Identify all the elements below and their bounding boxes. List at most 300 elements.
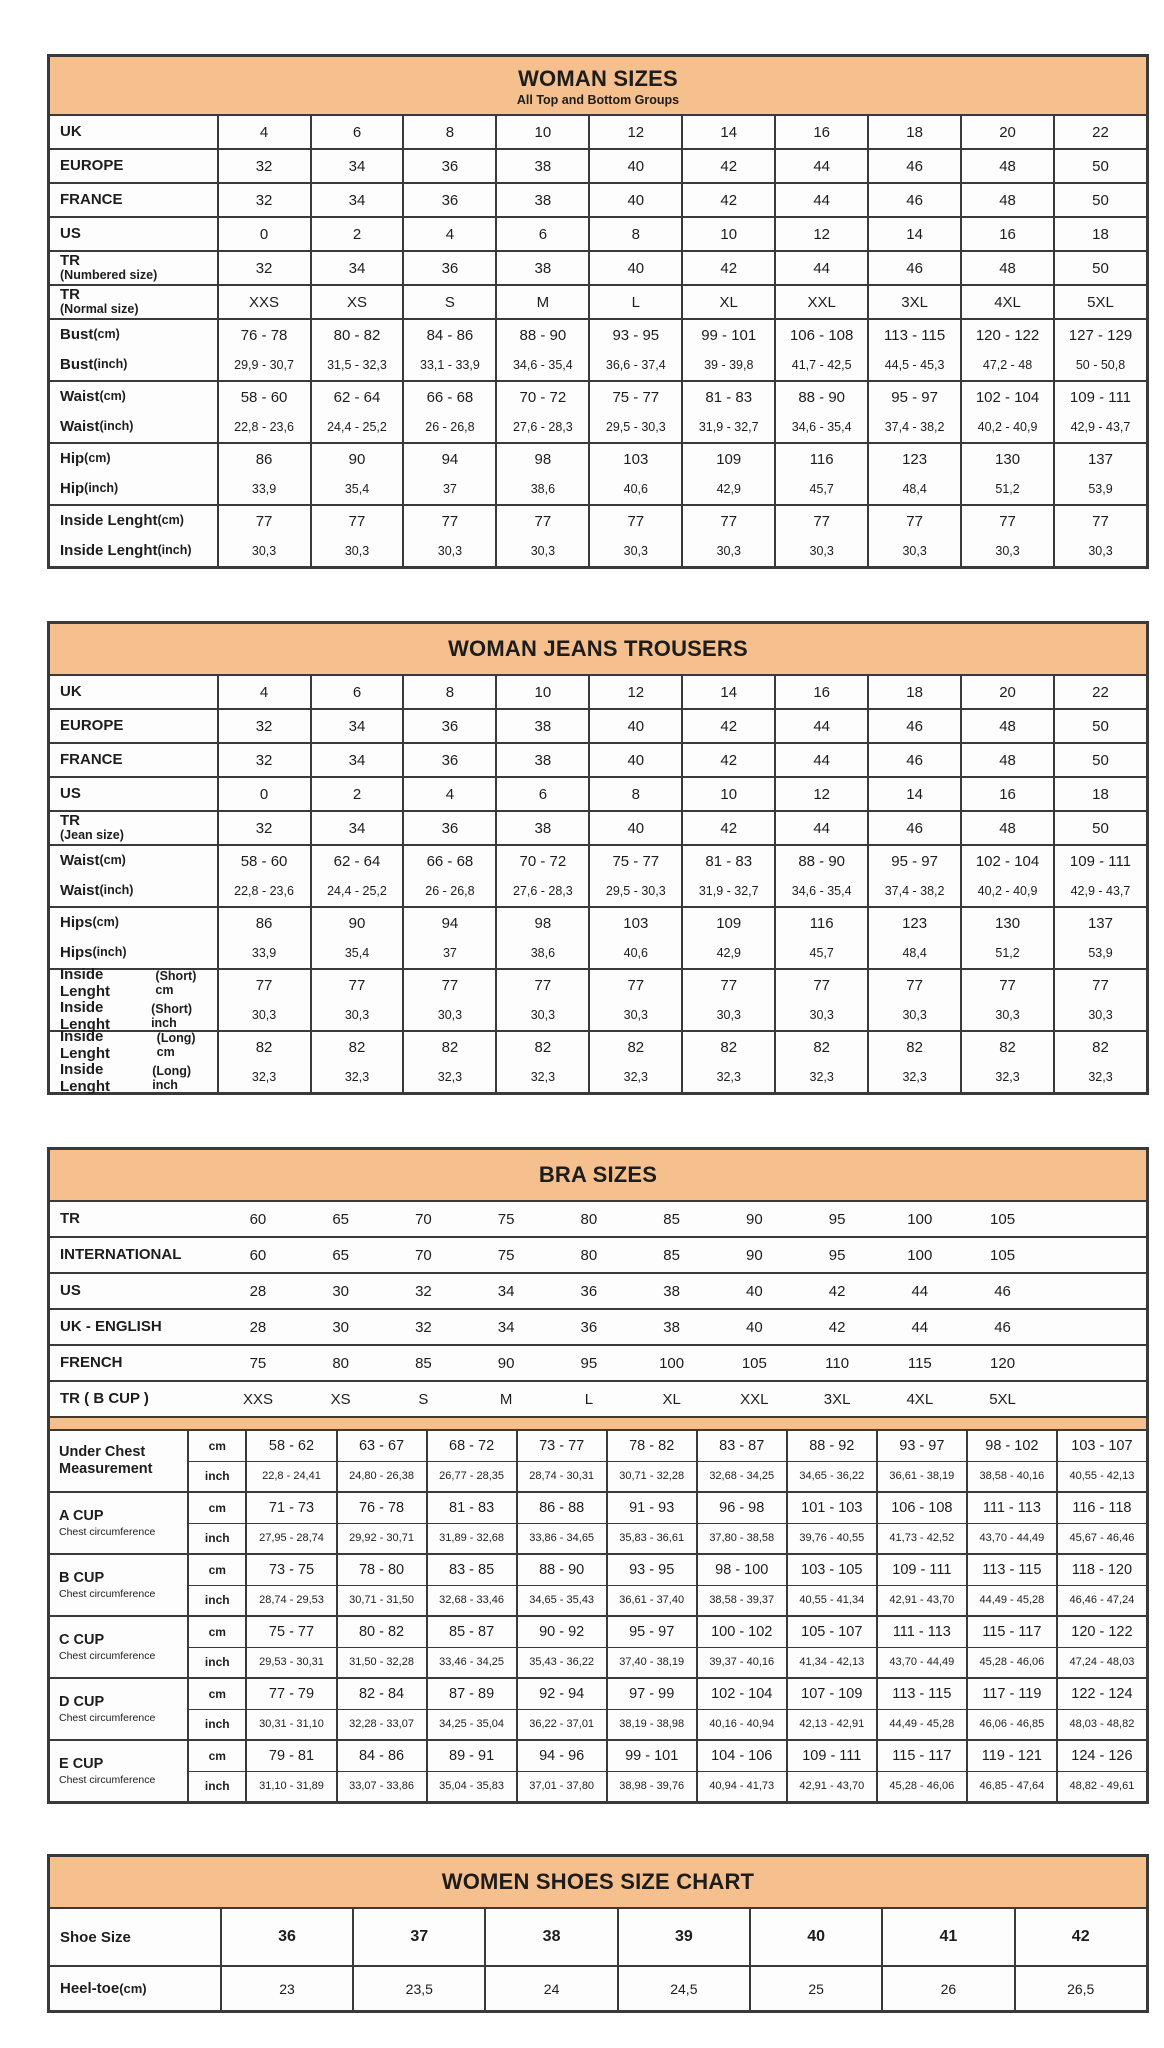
size-cell: [588, 970, 681, 1030]
size-cell: 42: [681, 812, 774, 844]
unit-label: cm: [187, 1679, 245, 1709]
size-cell: [960, 506, 1053, 566]
inch-value: 41,73 - 42,52: [876, 1524, 966, 1554]
size-cell: 42: [681, 184, 774, 216]
inch-value: 30,3: [623, 544, 648, 558]
inch-value: 35,4: [344, 482, 370, 496]
inch-value: 24,4 - 25,2: [327, 420, 387, 434]
table-subtitle: All Top and Bottom Groups: [516, 93, 680, 107]
cm-value: 82 - 84: [336, 1679, 426, 1709]
size-cell: [774, 506, 867, 566]
size-cell: 38: [495, 744, 588, 776]
cm-value: 120 - 122: [1056, 1617, 1146, 1647]
inch-value: 42,13 - 42,91: [786, 1710, 876, 1740]
woman-sizes-rows: [50, 114, 1146, 566]
size-cell: 38: [495, 252, 588, 284]
row-label-cm: Hips (cm): [60, 913, 119, 931]
size-cell: 32: [217, 744, 310, 776]
size-cell: [495, 506, 588, 566]
size-cell: 12: [774, 218, 867, 250]
size-cell: 28: [249, 1318, 267, 1336]
size-cell: [402, 846, 495, 906]
size-cell: 30: [332, 1282, 350, 1300]
table-title: BRA SIZES: [538, 1162, 658, 1187]
cm-value: 73 - 77: [516, 1431, 606, 1461]
cm-value: 66 - 68: [426, 388, 474, 406]
table-row: [50, 1965, 1146, 2010]
size-cell: 42: [1014, 1909, 1146, 1965]
size-cell: 18: [867, 116, 960, 148]
table-header: [50, 1857, 1146, 1907]
row-label-inch: Inside Lenght (inch): [60, 541, 192, 559]
size-cell: 38: [495, 150, 588, 182]
size-cell: [402, 320, 495, 380]
inch-value: 30,3: [902, 544, 927, 558]
size-cell: 40: [588, 710, 681, 742]
size-cell: [681, 908, 774, 968]
inch-value: 30,71 - 32,28: [606, 1462, 696, 1492]
size-cell: 32: [415, 1282, 432, 1300]
table-row: [50, 1491, 1146, 1553]
cm-value: 115 - 117: [876, 1741, 966, 1771]
table-header: [50, 1150, 1146, 1200]
inch-value: 48,4: [902, 946, 927, 960]
size-cell: [217, 1032, 310, 1092]
inch-value: 33,9: [251, 946, 277, 960]
row-label: [50, 966, 217, 1033]
cm-value: 103: [623, 450, 649, 468]
inch-value: 27,6 - 28,3: [512, 420, 573, 434]
size-cell: 16: [774, 676, 867, 708]
inch-value: 30,3: [344, 1008, 370, 1022]
inch-value: 29,9 - 30,7: [234, 358, 294, 372]
inch-value: 24,80 - 26,38: [336, 1462, 426, 1492]
divider-strip: [50, 1416, 1146, 1429]
inch-value: 29,53 - 30,31: [245, 1648, 335, 1678]
row-label-main: D CUP: [59, 1694, 105, 1711]
cm-line: [187, 1741, 1146, 1771]
size-cell: [588, 1032, 681, 1092]
size-cell: [867, 908, 960, 968]
cm-value: 82: [627, 1038, 645, 1056]
size-cell: 34: [497, 1318, 515, 1336]
row-label-sub: Chest circumference: [59, 1649, 156, 1662]
cm-value: 130: [995, 914, 1021, 932]
row-label: US: [60, 224, 81, 242]
size-cell: 80: [332, 1354, 350, 1372]
table-row: [50, 1200, 1146, 1236]
unit-label: cm: [187, 1493, 245, 1523]
inch-line: [187, 1461, 1146, 1492]
cm-value: 90 - 92: [516, 1617, 606, 1647]
size-cell: 8: [588, 218, 681, 250]
size-cell: 50: [1053, 812, 1146, 844]
row-label-cm: Waist (cm): [60, 851, 126, 869]
size-cell: 6: [310, 116, 403, 148]
cm-value: 93 - 95: [612, 326, 660, 344]
table-row: [50, 810, 1146, 844]
table-row: [50, 1615, 1146, 1677]
cm-value: 82: [999, 1038, 1016, 1056]
size-cell: [960, 444, 1053, 504]
inch-value: 37,4 - 38,2: [884, 884, 945, 898]
cm-value: 77: [255, 512, 273, 530]
inch-value: 38,58 - 40,16: [966, 1462, 1056, 1492]
cm-value: 97 - 99: [606, 1679, 696, 1709]
cm-value: 100 - 102: [696, 1617, 786, 1647]
size-cell: [960, 382, 1053, 442]
inch-value: 37,40 - 38,19: [606, 1648, 696, 1678]
size-cell: 46: [867, 812, 960, 844]
cm-value: 77: [441, 512, 459, 530]
inch-value: 31,50 - 32,28: [336, 1648, 426, 1678]
inch-value: 32,3: [251, 1070, 277, 1084]
row-label-inch: Hips (inch): [60, 943, 127, 961]
inch-value: 31,10 - 31,89: [245, 1772, 335, 1802]
size-cell: L: [584, 1390, 594, 1408]
size-cell: 42: [681, 744, 774, 776]
cm-value: 88 - 90: [516, 1555, 606, 1585]
size-cell: [681, 846, 774, 906]
row-label-sub: Chest circumference: [59, 1587, 156, 1600]
size-cell: 36: [402, 710, 495, 742]
size-cell: 26,5: [1014, 1967, 1146, 2010]
size-cell: 44: [774, 252, 867, 284]
size-cell: 3XL: [867, 286, 960, 318]
size-cell: 85: [663, 1246, 680, 1264]
size-cell: 48: [960, 150, 1053, 182]
row-label-sub: Chest circumference: [59, 1525, 156, 1538]
size-cell: 46: [867, 184, 960, 216]
row-label-main: C CUP: [59, 1632, 105, 1649]
cm-value: 62 - 64: [333, 388, 381, 406]
cm-value: 88 - 92: [786, 1431, 876, 1461]
size-cell: 85: [415, 1354, 432, 1372]
row-label-sub: Chest circumference: [59, 1711, 156, 1724]
cm-value: 90: [348, 450, 366, 468]
row-values: [187, 1555, 1146, 1615]
row-label: Shoe Size: [60, 1928, 131, 1946]
inch-value: 32,3: [623, 1070, 648, 1084]
cm-value: 75 - 77: [612, 388, 660, 406]
size-cell: 14: [681, 116, 774, 148]
cm-value: 96 - 98: [696, 1493, 786, 1523]
size-cell: [495, 1032, 588, 1092]
inch-value: 38,6: [530, 482, 556, 496]
inch-value: 31,9 - 32,7: [698, 420, 759, 434]
size-cell: 100: [907, 1246, 933, 1264]
size-cell: 40: [588, 252, 681, 284]
cm-value: 80 - 82: [333, 326, 381, 344]
size-cell: [960, 970, 1053, 1030]
cm-value: 58 - 60: [240, 388, 288, 406]
inch-value: 38,58 - 39,37: [696, 1586, 786, 1616]
cm-value: 99 - 101: [701, 326, 757, 344]
size-cell: 50: [1053, 744, 1146, 776]
size-cell: 65: [332, 1246, 350, 1264]
size-cell: [867, 506, 960, 566]
size-cell: [588, 846, 681, 906]
table-row: [50, 1553, 1146, 1615]
cm-value: 87 - 89: [426, 1679, 516, 1709]
cm-value: 106 - 108: [876, 1493, 966, 1523]
row-label: US: [60, 1281, 81, 1299]
size-cell: [495, 846, 588, 906]
cm-line: [187, 1431, 1146, 1461]
inch-value: 53,9: [1088, 946, 1113, 960]
inch-value: 26 - 26,8: [425, 884, 475, 898]
inch-value: 36,61 - 37,40: [606, 1586, 696, 1616]
inch-value: 46,46 - 47,24: [1056, 1586, 1146, 1616]
spacer: [1044, 1346, 1146, 1380]
table-title: WOMEN SHOES SIZE CHART: [441, 1869, 755, 1894]
inch-value: 30,3: [344, 544, 370, 558]
size-cell: [402, 970, 495, 1030]
inch-value: 35,83 - 36,61: [606, 1524, 696, 1554]
inch-value: 42,9 - 43,7: [1070, 884, 1131, 898]
table-row: [50, 1907, 1146, 1965]
cm-value: 71 - 73: [245, 1493, 335, 1523]
cm-value: 98 - 100: [696, 1555, 786, 1585]
inch-value: 40,16 - 40,94: [696, 1710, 786, 1740]
size-cell: [867, 444, 960, 504]
inch-value: 41,7 - 42,5: [791, 358, 852, 372]
size-cell: [774, 970, 867, 1030]
inch-value: 31,5 - 32,3: [327, 358, 387, 372]
inch-value: 30,3: [437, 1008, 463, 1022]
table-row: [50, 674, 1146, 708]
size-cell: 10: [495, 116, 588, 148]
cm-value: 81 - 83: [705, 388, 753, 406]
bra-conversion-rows: [50, 1200, 1146, 1416]
size-cell: 44: [774, 184, 867, 216]
size-cell: [774, 846, 867, 906]
size-cell: [217, 970, 310, 1030]
size-cell: 105: [741, 1354, 767, 1372]
cm-value: 76 - 78: [240, 326, 288, 344]
size-cell: 24: [484, 1967, 616, 2010]
table-row: [50, 1380, 1146, 1416]
table-row: [50, 1308, 1146, 1344]
inch-value: 32,68 - 34,25: [696, 1462, 786, 1492]
cm-value: 91 - 93: [606, 1493, 696, 1523]
inch-value: 30,3: [251, 544, 277, 558]
cm-value: 77: [627, 976, 645, 994]
size-cell: XXL: [774, 286, 867, 318]
size-cell: 8: [402, 676, 495, 708]
size-cell: 44: [911, 1318, 929, 1336]
row-label-main: E CUP: [59, 1756, 104, 1773]
row-label: TR (Jean size): [60, 811, 124, 843]
size-cell: 12: [588, 676, 681, 708]
size-cell: 25: [749, 1967, 881, 2010]
cm-value: 95 - 97: [891, 852, 938, 870]
cm-value: 82: [813, 1038, 831, 1056]
cm-value: 93 - 97: [876, 1431, 966, 1461]
row-label: [50, 1431, 187, 1491]
row-label: TR (Numbered size): [60, 251, 158, 283]
size-cell: 23: [220, 1967, 352, 2010]
shoes-rows: [50, 1907, 1146, 2010]
size-cell: 20: [960, 676, 1053, 708]
inch-value: 30,3: [716, 544, 741, 558]
size-cell: 38: [663, 1282, 680, 1300]
inch-value: 36,22 - 37,01: [516, 1710, 606, 1740]
bra-measurement-rows: [50, 1429, 1146, 1801]
size-cell: 50: [1053, 252, 1146, 284]
size-cell: [1053, 506, 1146, 566]
unit-label: cm: [187, 1741, 245, 1771]
size-cell: 105: [990, 1210, 1016, 1228]
size-cell: 34: [497, 1282, 515, 1300]
row-label: [50, 1741, 187, 1801]
cm-value: 77: [534, 976, 552, 994]
size-cell: 16: [774, 116, 867, 148]
inch-value: 28,74 - 29,53: [245, 1586, 335, 1616]
row-label: [50, 1028, 217, 1095]
cm-value: 82: [720, 1038, 738, 1056]
cm-value: 94: [441, 450, 459, 468]
size-cell: 34: [310, 744, 403, 776]
size-cell: 95: [580, 1354, 598, 1372]
inch-value: 30,3: [716, 1008, 741, 1022]
inch-value: 48,03 - 48,82: [1056, 1710, 1146, 1740]
size-cell: 5XL: [989, 1390, 1016, 1408]
size-cell: 16: [960, 778, 1053, 810]
table-title: WOMAN SIZES: [518, 66, 678, 91]
inch-value: 30,3: [995, 1008, 1020, 1022]
size-cell: 5XL: [1053, 286, 1146, 318]
size-cell: 36: [402, 150, 495, 182]
inch-value: 46,85 - 47,64: [966, 1772, 1056, 1802]
row-label: [50, 1679, 187, 1739]
cm-value: 95 - 97: [891, 388, 938, 406]
unit-label: inch: [187, 1772, 245, 1802]
size-cell: XL: [662, 1390, 681, 1408]
size-cell: 40: [588, 150, 681, 182]
unit-label: inch: [187, 1462, 245, 1492]
unit-label: cm: [187, 1617, 245, 1647]
size-cell: [960, 1032, 1053, 1092]
size-cell: 18: [1053, 778, 1146, 810]
table-row: [50, 708, 1146, 742]
inch-value: 30,3: [530, 1008, 556, 1022]
table-row: [50, 250, 1146, 284]
inch-value: 30,3: [437, 544, 463, 558]
inch-value: 40,94 - 41,73: [696, 1772, 786, 1802]
size-cell: XXS: [242, 1390, 273, 1408]
size-cell: 41: [881, 1909, 1013, 1965]
cm-value: 93 - 95: [606, 1555, 696, 1585]
cm-value: 106 - 108: [789, 326, 854, 344]
size-cell: 44: [774, 710, 867, 742]
cm-value: 77: [441, 976, 459, 994]
size-cell: 40: [746, 1282, 763, 1300]
size-cell: 46: [867, 150, 960, 182]
inch-value: 40,6: [623, 946, 648, 960]
size-cell: 3XL: [823, 1390, 851, 1408]
inch-value: 40,2 - 40,9: [977, 420, 1038, 434]
unit-label: inch: [187, 1648, 245, 1678]
row-label-inch: Inside Lenght (Short) inch: [60, 999, 193, 1033]
inch-value: 37,01 - 37,80: [516, 1772, 606, 1802]
size-cell: M: [499, 1390, 513, 1408]
inch-value: 43,70 - 44,49: [876, 1648, 966, 1678]
size-cell: [1053, 320, 1146, 380]
cm-value: 113 - 115: [966, 1555, 1056, 1585]
cm-value: 90: [348, 914, 366, 932]
cm-value: 92 - 94: [516, 1679, 606, 1709]
size-cell: 48: [960, 252, 1053, 284]
cm-value: 104 - 106: [696, 1741, 786, 1771]
size-cell: 4: [217, 676, 310, 708]
inch-value: 34,6 - 35,4: [512, 358, 573, 372]
size-cell: 75: [497, 1246, 515, 1264]
size-cell: 46: [867, 252, 960, 284]
row-label: [50, 908, 217, 968]
size-cell: 0: [217, 778, 310, 810]
table-row: [50, 442, 1146, 504]
cm-value: 116 - 118: [1056, 1493, 1146, 1523]
cm-value: 102 - 104: [975, 388, 1040, 406]
inch-value: 40,55 - 42,13: [1056, 1462, 1146, 1492]
size-cell: 75: [249, 1354, 267, 1372]
size-cell: XXS: [217, 286, 310, 318]
size-cell: [402, 444, 495, 504]
inch-value: 53,9: [1088, 482, 1113, 496]
cm-value: 98: [534, 914, 552, 932]
size-cell: 105: [990, 1246, 1016, 1264]
cm-value: 109: [716, 450, 742, 468]
cm-value: 66 - 68: [426, 852, 474, 870]
size-cell: 48: [960, 744, 1053, 776]
size-cell: 30: [332, 1318, 350, 1336]
size-cell: 80: [580, 1246, 598, 1264]
size-cell: [681, 970, 774, 1030]
cm-value: 77: [813, 976, 831, 994]
row-label-inch: Inside Lenght (Long) inch: [60, 1061, 192, 1095]
inch-value: 39,37 - 40,16: [696, 1648, 786, 1678]
size-cell: [867, 1032, 960, 1092]
inch-value: 26 - 26,8: [425, 420, 475, 434]
size-cell: 8: [402, 116, 495, 148]
size-cell: XL: [681, 286, 774, 318]
size-cell: 34: [310, 812, 403, 844]
cm-value: 101 - 103: [786, 1493, 876, 1523]
row-label-main: B CUP: [59, 1570, 105, 1587]
size-cell: 0: [217, 218, 310, 250]
inch-value: 34,65 - 35,43: [516, 1586, 606, 1616]
inch-value: 22,8 - 23,6: [234, 884, 294, 898]
size-cell: 14: [681, 676, 774, 708]
inch-value: 27,6 - 28,3: [512, 884, 573, 898]
size-cell: 44: [774, 744, 867, 776]
size-cell: [681, 382, 774, 442]
cm-value: 77: [255, 976, 273, 994]
cm-value: 99 - 101: [606, 1741, 696, 1771]
cm-value: 94: [441, 914, 459, 932]
inch-value: 36,61 - 38,19: [876, 1462, 966, 1492]
row-label: TR: [60, 1209, 80, 1227]
inch-line: [187, 1647, 1146, 1678]
cm-value: 98 - 102: [966, 1431, 1056, 1461]
size-cell: 40: [588, 744, 681, 776]
row-label: UK: [60, 122, 82, 140]
page: [0, 54, 1164, 2048]
cm-value: 116: [809, 914, 834, 932]
cm-value: 111 - 113: [966, 1493, 1056, 1523]
inch-value: 48,4: [902, 482, 927, 496]
